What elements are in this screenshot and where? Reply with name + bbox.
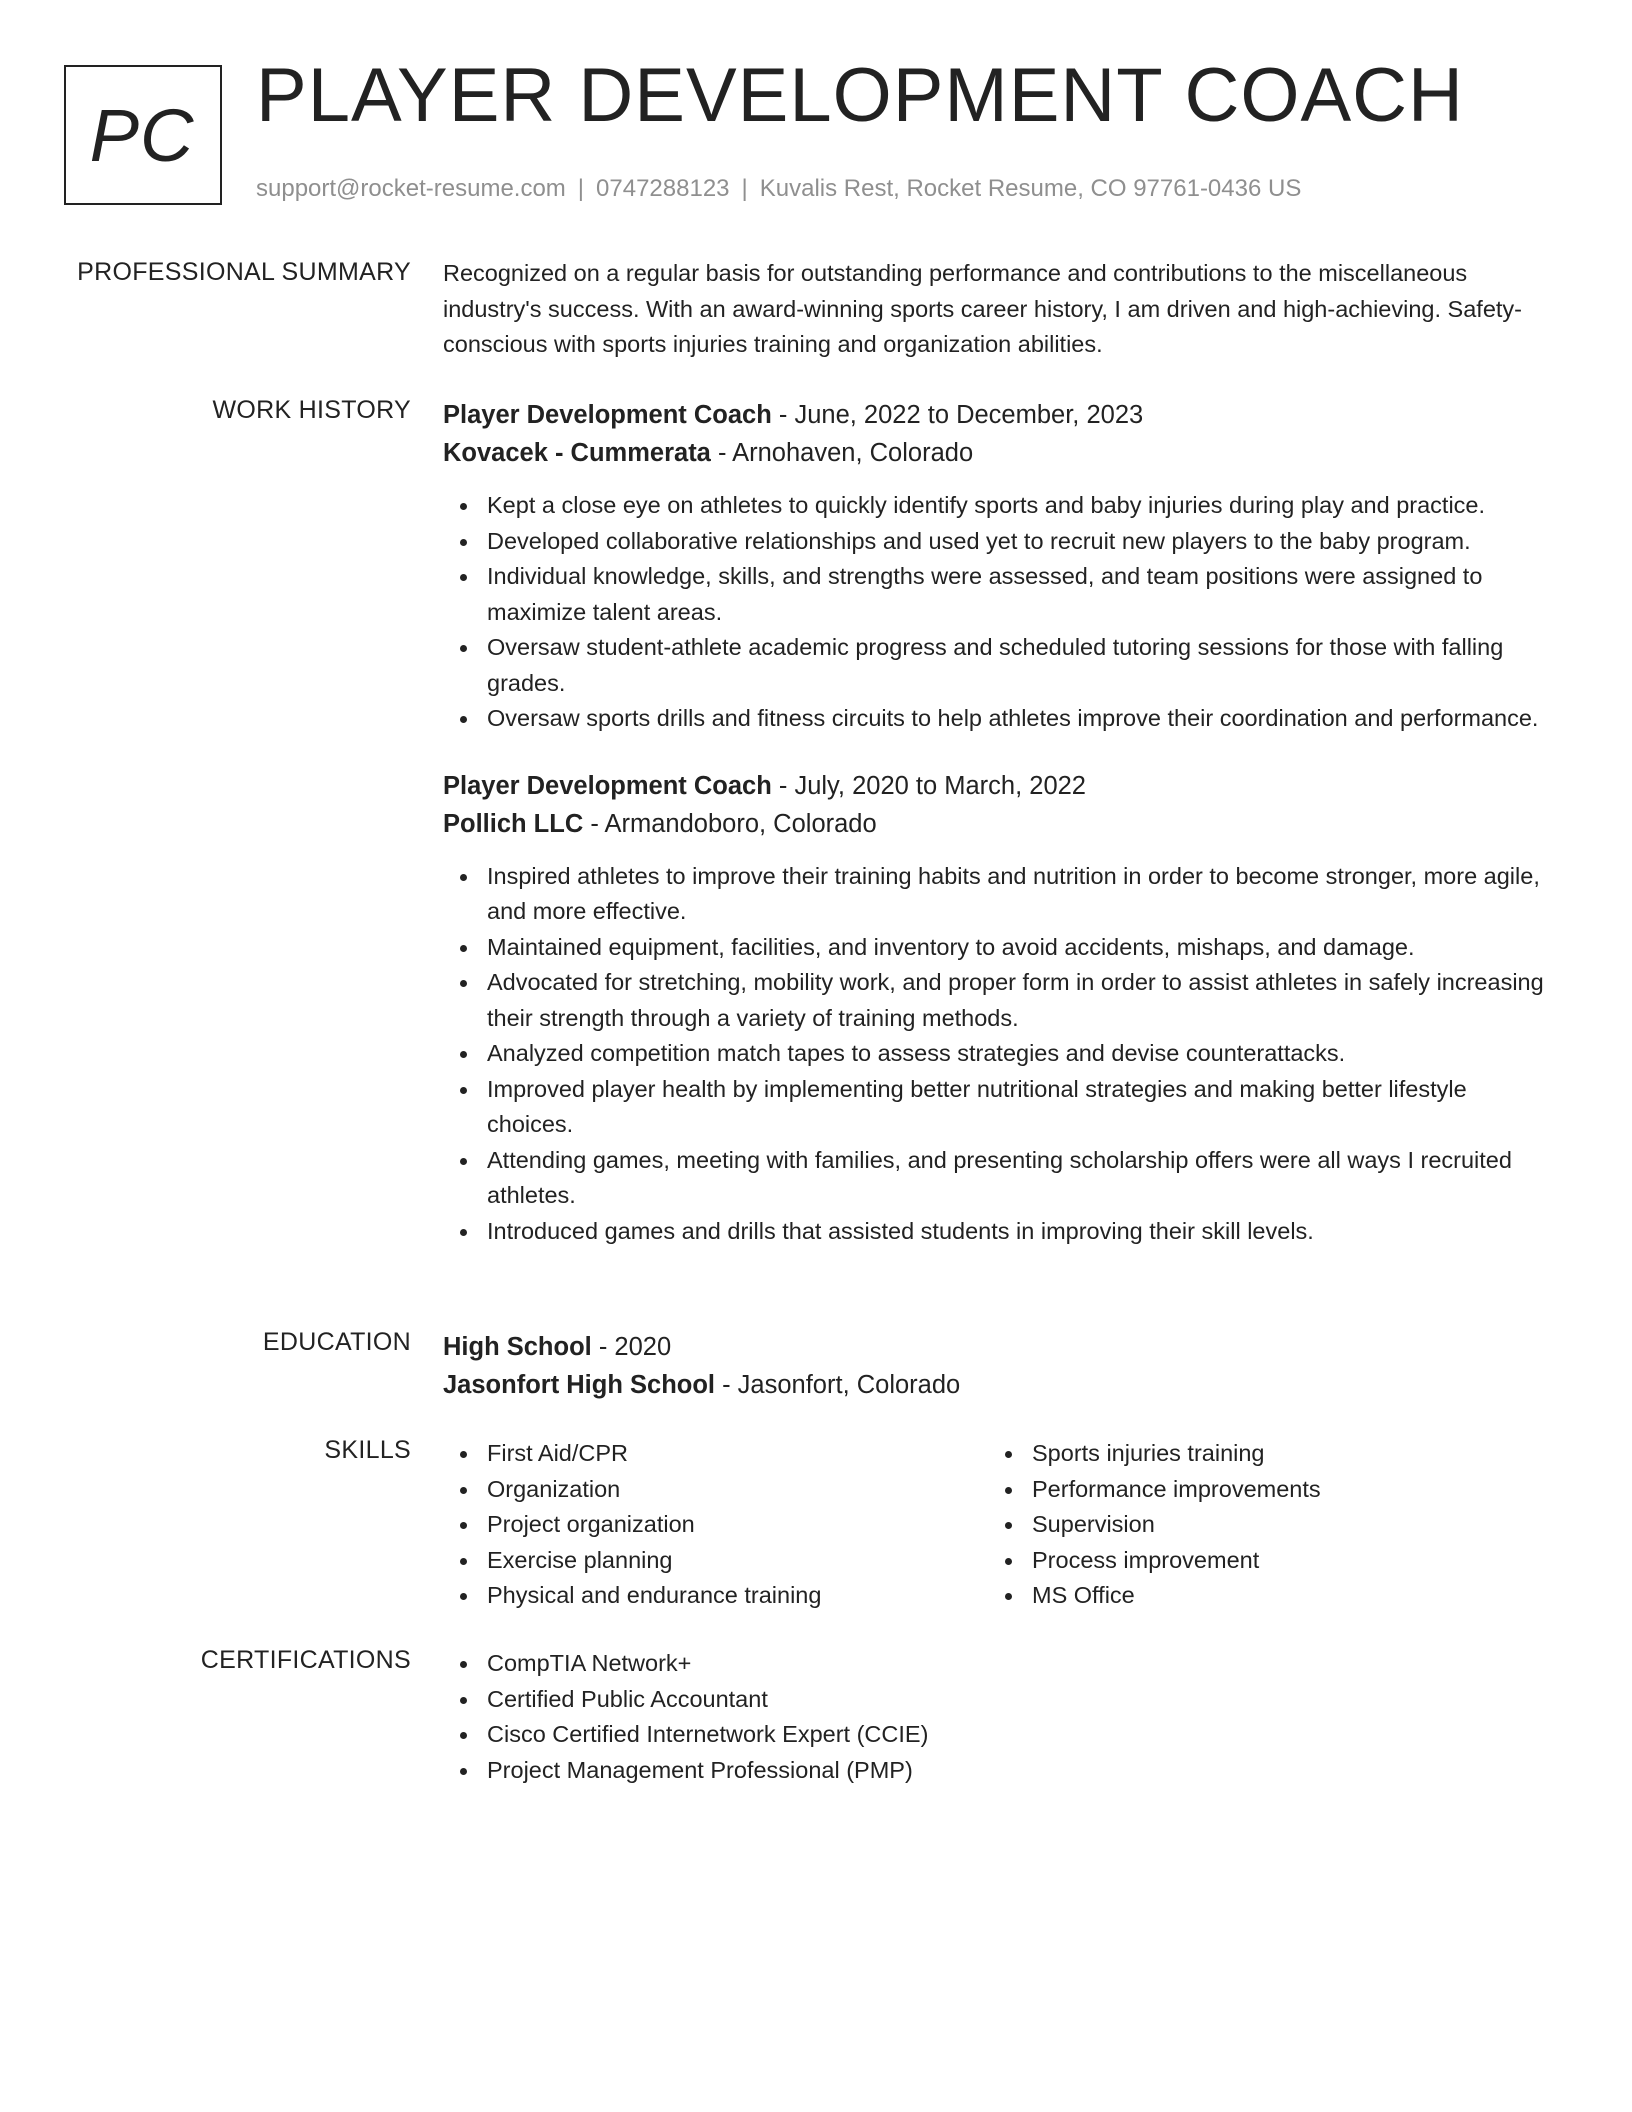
section-label-summary: PROFESSIONAL SUMMARY xyxy=(77,258,411,286)
job-location: - Arnohaven, Colorado xyxy=(710,439,974,467)
job-bullet: Inspired athletes to improve their training habits and nutrition in order to become stronger, more agile, and more effective. xyxy=(443,859,1553,930)
skill-item: Physical and endurance training xyxy=(443,1578,988,1614)
job-title: Player Development Coach xyxy=(443,401,772,429)
education-body xyxy=(443,1328,1553,1404)
job-bullet: Developed collaborative relationships and used yet to recruit new players to the baby program. xyxy=(443,524,1553,560)
skills-body xyxy=(443,1436,1553,1614)
skill-item: Performance improvements xyxy=(988,1472,1533,1508)
job-company: Pollich LLC xyxy=(443,809,584,838)
certifications-list xyxy=(443,1646,1553,1788)
job-bullet: Kept a close eye on athletes to quickly identify sports and baby injuries during play and practice. xyxy=(443,488,1553,524)
skill-item: Exercise planning xyxy=(443,1543,988,1579)
job-company-line xyxy=(443,805,1553,843)
job-title: Player Development Coach xyxy=(443,771,772,800)
job-bullet: Analyzed competition match tapes to assess strategies and devise counterattacks. xyxy=(443,1036,1553,1072)
job-title-line xyxy=(443,396,1553,434)
job-company: Kovacek - Cummerata xyxy=(443,439,711,467)
job-location: - Armandoboro, Colorado xyxy=(583,809,877,838)
certification-item: CompTIA Network+ xyxy=(443,1646,1553,1682)
education-year: - 2020 xyxy=(591,1333,672,1361)
certification-item: Cisco Certified Internetwork Expert (CCIE) xyxy=(443,1717,1553,1753)
skill-item: First Aid/CPR xyxy=(443,1436,988,1472)
job-bullet: Advocated for stretching, mobility work, and proper form in order to assist athletes in safely increasing their strength through a variety of training methods. xyxy=(443,965,1553,1036)
job-bullet: Individual knowledge, skills, and strengths were assessed, and team positions were assigned to maximize talent areas. xyxy=(443,559,1553,630)
section-label-education: EDUCATION xyxy=(262,1328,411,1356)
skill-item: Process improvement xyxy=(988,1543,1533,1579)
job-dates: - June, 2022 to December, 2023 xyxy=(771,401,1144,429)
summary-text: Recognized on a regular basis for outstanding performance and contributions to the miscellaneous industry's success. With an award-winning sports career history, I am driven and high-achieving. Safety-conscious with sports injuries training and organization abilities. xyxy=(443,260,1522,357)
skill-item: Organization xyxy=(443,1472,988,1508)
contact-separator: | xyxy=(741,175,748,202)
job-bullet: Oversaw student-athlete academic progress and scheduled tutoring sessions for those with falling grades. xyxy=(443,630,1553,701)
job-bullets xyxy=(443,859,1553,1250)
section-label-certifications: CERTIFICATIONS xyxy=(200,1646,411,1674)
contact-line xyxy=(256,175,1301,203)
skill-item: MS Office xyxy=(988,1578,1533,1614)
job-dates: - July, 2020 to March, 2022 xyxy=(771,771,1086,800)
job-bullet: Introduced games and drills that assisted students in improving their skill levels. xyxy=(443,1214,1553,1250)
job-entry xyxy=(443,396,1553,737)
skills-columns xyxy=(443,1436,1553,1614)
contact-separator: | xyxy=(577,175,585,202)
summary-body xyxy=(443,258,1553,363)
page-title: PLAYER DEVELOPMENT COACH xyxy=(256,53,1464,138)
job-bullet: Attending games, meeting with families, and presenting scholarship offers were all ways I recruited athletes. xyxy=(443,1143,1553,1214)
job-bullet: Oversaw sports drills and fitness circuits to help athletes improve their coordination and performance. xyxy=(443,701,1553,737)
job-bullet: Improved player health by implementing better nutritional strategies and making better lifestyle choices. xyxy=(443,1072,1553,1143)
job-title-line xyxy=(443,767,1553,805)
education-degree-line xyxy=(443,1328,1553,1366)
skills-list-right xyxy=(988,1436,1533,1614)
education-school: Jasonfort High School xyxy=(443,1371,716,1399)
job-bullet: Maintained equipment, facilities, and inventory to avoid accidents, mishaps, and damage. xyxy=(443,930,1553,966)
certification-item: Project Management Professional (PMP) xyxy=(443,1753,1553,1789)
education-location: - Jasonfort, Colorado xyxy=(715,1371,961,1399)
job-entry xyxy=(443,767,1553,1250)
work-history-body xyxy=(443,396,1553,1249)
job-bullets xyxy=(443,488,1553,737)
skill-item: Supervision xyxy=(988,1507,1533,1543)
skill-item: Project organization xyxy=(443,1507,988,1543)
monogram-box xyxy=(64,65,222,205)
certifications-body xyxy=(443,1646,1553,1788)
education-degree: High School xyxy=(443,1333,592,1361)
education-school-line xyxy=(443,1366,1553,1404)
certification-item: Certified Public Accountant xyxy=(443,1682,1553,1718)
monogram-initials: PC xyxy=(89,93,195,177)
contact-address: Kuvalis Rest, Rocket Resume, CO 97761-0436 US xyxy=(759,175,1302,202)
skill-item: Sports injuries training xyxy=(988,1436,1533,1472)
skills-list-left xyxy=(443,1436,988,1614)
contact-email[interactable]: support@rocket-resume.com xyxy=(256,175,566,202)
section-label-skills: SKILLS xyxy=(324,1436,411,1464)
section-label-work-history: WORK HISTORY xyxy=(212,396,411,424)
contact-phone[interactable]: 0747288123 xyxy=(596,175,730,202)
job-company-line xyxy=(443,434,1553,472)
